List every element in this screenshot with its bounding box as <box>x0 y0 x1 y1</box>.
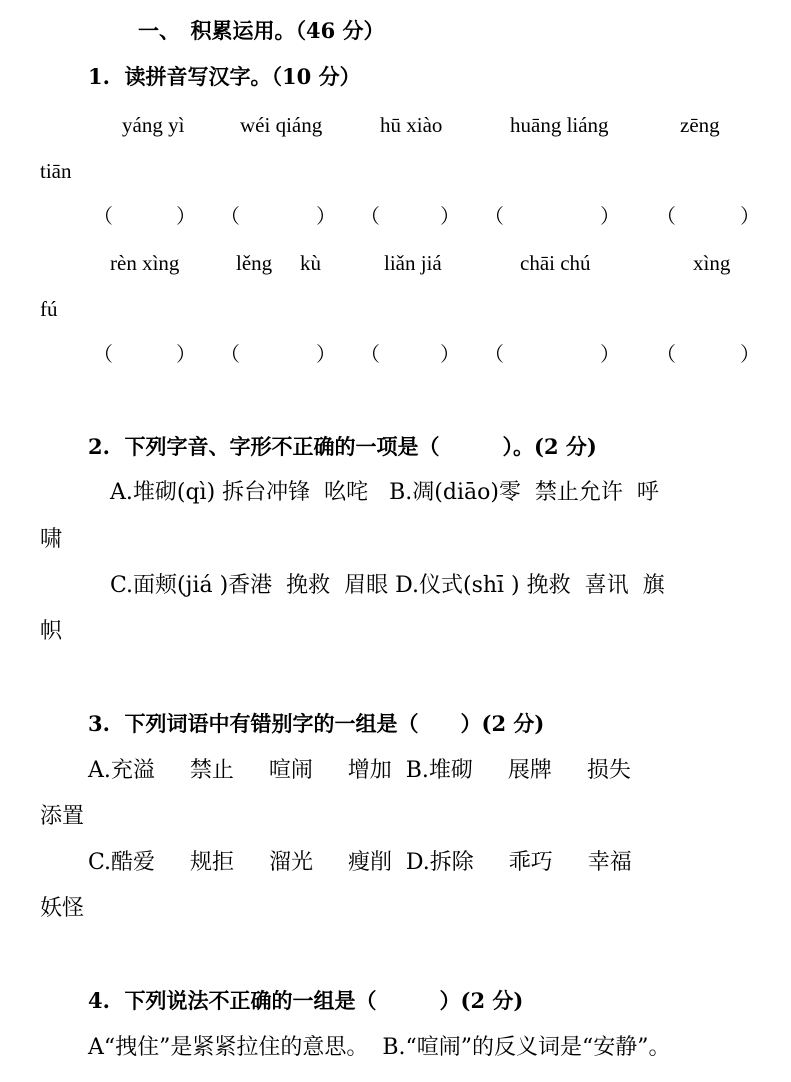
section-heading: 一、 积累运用。（46 分） <box>138 18 385 43</box>
answer-blank[interactable]: ） <box>316 342 336 366</box>
question-2-option-ab: A.堆砌(qì) 拆台冲锋 吆咤 B.凋(diāo)零 禁止允许 呼 <box>110 480 659 505</box>
question-2-option-ab-wrap: 啸 <box>40 527 63 552</box>
question-3-option-ab: A.充溢 禁止 喧闹 增加 B.堆砌 展牌 损失 <box>88 758 631 783</box>
answer-blank[interactable]: （ <box>484 342 504 366</box>
answer-blank[interactable]: （ <box>220 342 240 366</box>
pinyin-item: rèn xìng <box>110 251 180 275</box>
pinyin-item: hū xiào <box>380 113 443 137</box>
question-2-option-cd-wrap: 帜 <box>40 619 63 644</box>
pinyin-item: xìng <box>693 251 731 275</box>
question-4-option-ab: A“拽住”是紧紧拉住的意思。 B.“喧闹”的反义词是“安静”。 <box>88 1035 671 1060</box>
answer-blank[interactable]: （ <box>656 342 676 366</box>
answer-blank[interactable]: ） <box>316 204 336 228</box>
answer-blank[interactable]: ） <box>740 204 760 228</box>
answer-blank[interactable]: （ <box>220 204 240 228</box>
answer-blank[interactable]: ） <box>440 204 460 228</box>
pinyin-item: fú <box>40 297 58 321</box>
pinyin-item: wéi qiáng <box>240 113 323 137</box>
answer-blank[interactable]: ） <box>176 342 196 366</box>
answer-blank[interactable]: （ <box>93 342 113 366</box>
pinyin-item: huāng liáng <box>510 113 609 137</box>
question-4-title: 4. 下列说法不正确的一组是（ ）(2 分) <box>88 988 524 1013</box>
question-3-option-ab-wrap: 添置 <box>40 804 85 829</box>
answer-blank[interactable]: （ <box>360 204 380 228</box>
answer-blank[interactable]: ） <box>600 342 620 366</box>
answer-blank[interactable]: （ <box>656 204 676 228</box>
question-3-option-cd-wrap: 妖怪 <box>40 896 85 921</box>
answer-blank[interactable]: ） <box>600 204 620 228</box>
answer-blank[interactable]: （ <box>360 342 380 366</box>
pinyin-item: liǎn jiá <box>384 251 442 275</box>
pinyin-item: lěng <box>236 251 273 275</box>
question-2-title: 2. 下列字音、字形不正确的一项是（ ）。(2 分) <box>88 434 597 459</box>
pinyin-item: chāi chú <box>520 251 591 275</box>
pinyin-item: tiān <box>40 159 72 183</box>
answer-blank[interactable]: （ <box>484 204 504 228</box>
question-2-option-cd: C.面颊(jiá )香港 挽救 眉眼 D.仪式(shī ) 挽救 喜讯 旗 <box>110 573 665 598</box>
answer-blank[interactable]: ） <box>176 204 196 228</box>
question-1-title: 1. 读拼音写汉字。（10 分） <box>88 64 361 89</box>
pinyin-item: yáng yì <box>122 113 185 137</box>
question-3-option-cd: C.酷爱 规拒 溜光 瘦削 D.拆除 乖巧 幸福 <box>88 850 632 875</box>
pinyin-item: zēng <box>680 113 720 137</box>
answer-blank[interactable]: ） <box>740 342 760 366</box>
question-3-title: 3. 下列词语中有错别字的一组是（ ）(2 分) <box>88 711 545 736</box>
answer-blank[interactable]: ） <box>440 342 460 366</box>
pinyin-item: kù <box>300 251 321 275</box>
answer-blank[interactable]: （ <box>93 204 113 228</box>
